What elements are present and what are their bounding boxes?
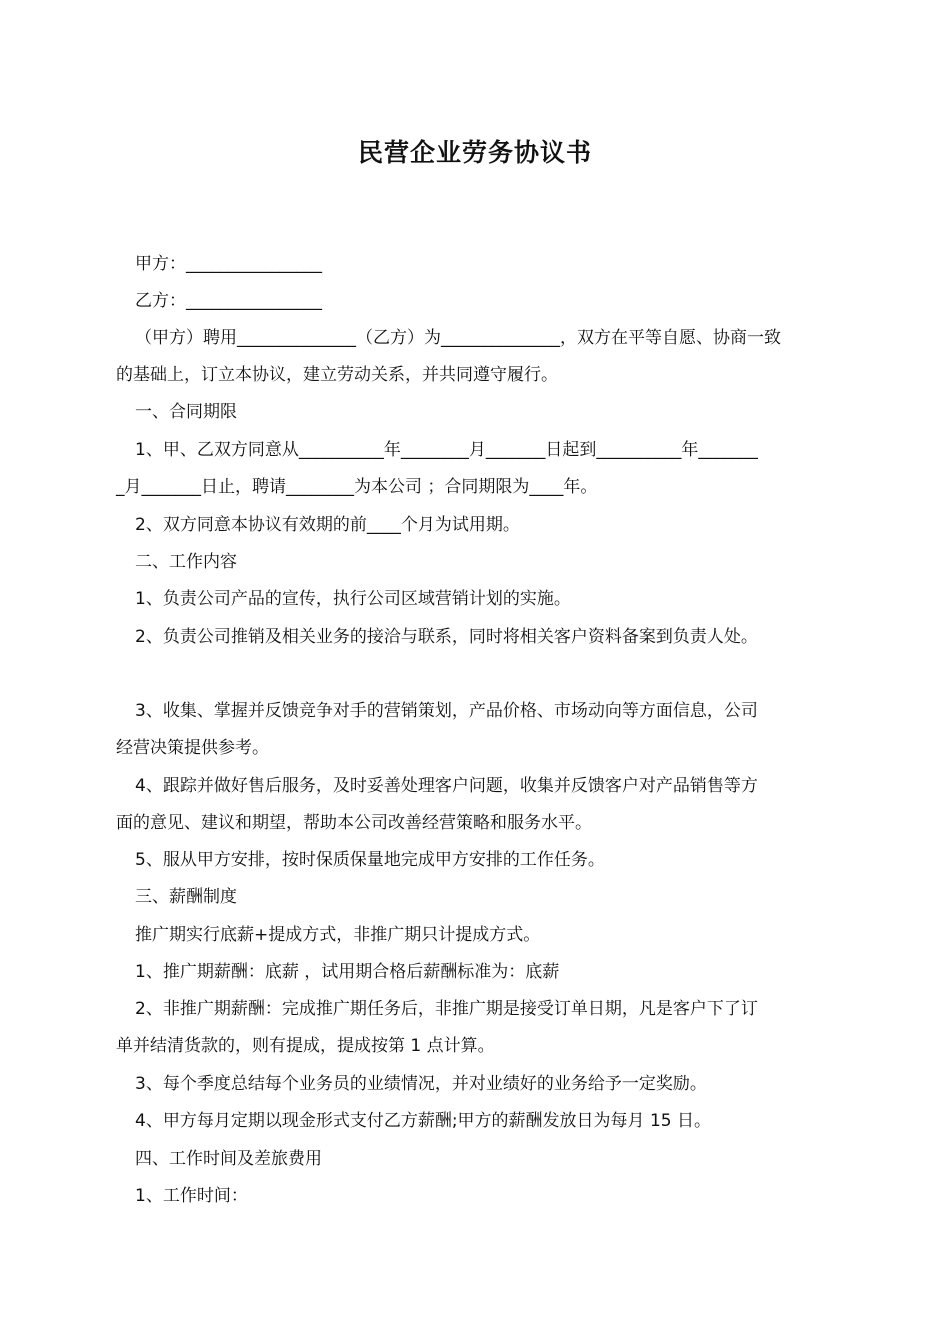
section-heading: 三、薪酬制度 bbox=[135, 887, 237, 907]
paragraph-line: （甲方）聘用______________（乙方）为______________，双方在平等自愿、协商一致 bbox=[135, 328, 781, 348]
paragraph-line: 2、非推广期薪酬：完成推广期任务后，非推广期是接受订单日期，凡是客户下了订 bbox=[135, 999, 758, 1019]
paragraph-line: 2、双方同意本协议有效期的前____个月为试用期。 bbox=[135, 515, 520, 535]
section-heading: 一、合同期限 bbox=[135, 402, 237, 422]
section-heading: 四、工作时间及差旅费用 bbox=[135, 1149, 322, 1169]
party-a-line: 甲方：________________ bbox=[135, 254, 322, 274]
paragraph-line: 4、甲方每月定期以现金形式支付乙方薪酬;甲方的薪酬发放日为每月 15 日。 bbox=[135, 1111, 711, 1131]
paragraph-line: 3、收集、掌握并反馈竞争对手的营销策划，产品价格、市场动向等方面信息，公司 bbox=[135, 701, 758, 721]
paragraph-line: 推广期实行底薪+提成方式，非推广期只计提成方式。 bbox=[135, 925, 541, 945]
paragraph-line: 3、每个季度总结每个业务员的业绩情况，并对业绩好的业务给予一定奖励。 bbox=[135, 1074, 707, 1094]
paragraph-line: 4、跟踪并做好售后服务，及时妥善处理客户问题，收集并反馈客户对产品销售等方 bbox=[135, 776, 758, 796]
section-heading: 二、工作内容 bbox=[135, 552, 237, 572]
paragraph-line: 1、工作时间： bbox=[135, 1186, 248, 1206]
paragraph-line: 2、负责公司推销及相关业务的接洽与联系，同时将相关客户资料备案到负责人处。 bbox=[135, 627, 758, 647]
document-title: 民营企业劳务协议书 bbox=[357, 138, 592, 167]
paragraph-line: 面的意见、建议和期望，帮助本公司改善经营策略和服务水平。 bbox=[116, 813, 592, 833]
paragraph-line: 1、推广期薪酬：底薪 ，试用期合格后薪酬标准为：底薪 bbox=[135, 962, 560, 982]
paragraph-line: 单并结清货款的，则有提成，提成按第 1 点计算。 bbox=[116, 1036, 495, 1056]
paragraph-line: 的基础上，订立本协议，建立劳动关系，并共同遵守履行。 bbox=[116, 365, 558, 385]
paragraph-line: 经营决策提供参考。 bbox=[116, 738, 269, 758]
paragraph-line: 5、服从甲方安排，按时保质保量地完成甲方安排的工作任务。 bbox=[135, 850, 605, 870]
party-b-line: 乙方：________________ bbox=[135, 291, 322, 311]
paragraph-line: _月_______日止，聘请________为本公司 ；合同期限为____年。 bbox=[116, 477, 598, 497]
paragraph-line: 1、甲、乙双方同意从__________年________月_______日起到__________年_______ bbox=[135, 440, 758, 460]
paragraph-line: 1、负责公司产品的宣传，执行公司区域营销计划的实施。 bbox=[135, 589, 571, 609]
